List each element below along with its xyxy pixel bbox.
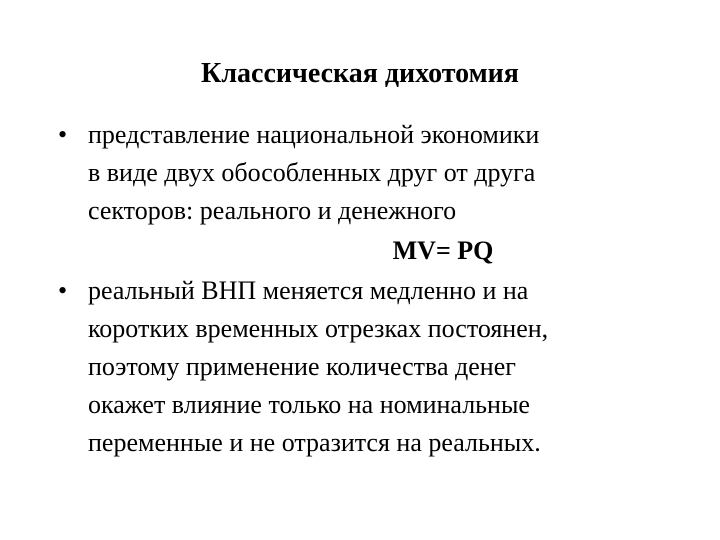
bullet-text-line: в виде двух обособленных друг от друга: [88, 158, 536, 187]
bullet-list: [58, 116, 698, 462]
bullet-icon: •: [58, 120, 68, 149]
bullet-item-sectors: [58, 116, 698, 230]
bullet-text-line: окажет влияние только на номинальные: [88, 390, 530, 419]
bullet-text-line: секторов: реального и денежного: [88, 196, 457, 225]
bullet-text-line: переменные и не отразится на реальных.: [88, 428, 541, 457]
bullet-icon: •: [58, 276, 68, 305]
bullet-text-line: поэтому применение количества денег: [88, 352, 516, 381]
formula: MV= PQ: [392, 236, 494, 265]
slide-title: Классическая дихотомия: [201, 58, 519, 89]
bullet-text-line: реальный ВНП меняется медленно и на: [88, 276, 529, 305]
bullet-item-gnp: [58, 272, 698, 462]
bullet-text-line: представление национальной экономики: [88, 120, 540, 149]
bullet-text-line: коротких временных отрезках постоянен,: [88, 314, 549, 343]
